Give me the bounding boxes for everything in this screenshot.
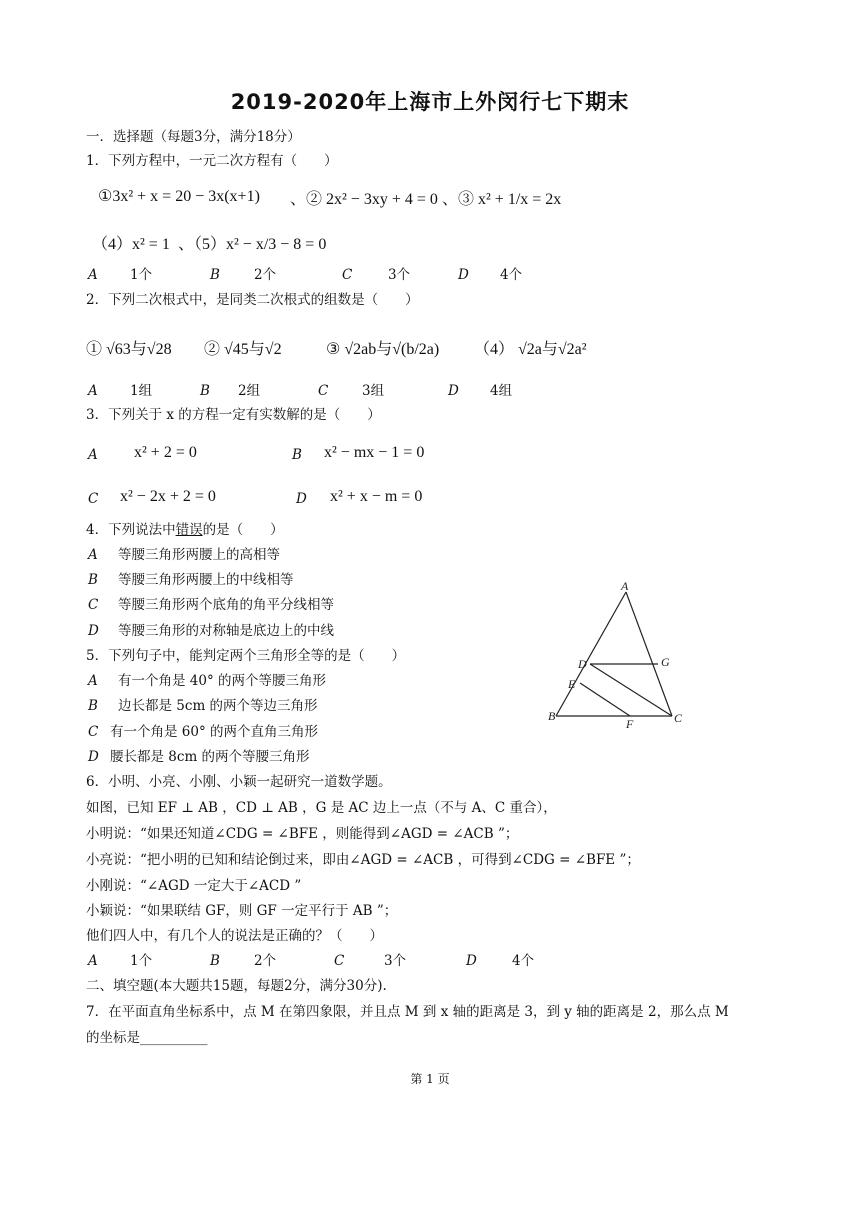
q2-option-b-letter: B [200, 383, 210, 399]
q1-option-b-letter: B [210, 267, 220, 283]
q2-pair-4: （4） √2a与√2a² [474, 341, 587, 358]
q4-option-a-text: 等腰三角形两腰上的高相等 [118, 547, 280, 563]
q1-option-c-text: 3个 [388, 267, 411, 283]
label-f: F [626, 717, 634, 728]
q2-option-c-text: 3组 [362, 383, 385, 399]
page-footer: 第 1 页 [410, 1072, 450, 1086]
q4-option-b-letter: B [88, 572, 98, 588]
q1-option-b-text: 2个 [254, 267, 277, 283]
q4-option-d-text: 等腰三角形的对称轴是底边上的中线 [118, 623, 334, 639]
q6-option-a-text: 1个 [130, 953, 153, 969]
q3-option-b-text: x² − mx − 1 = 0 [324, 444, 425, 461]
q1-equation-5: 、（5）x² − x/3 − 8 = 0 [178, 236, 327, 253]
q2-option-d-text: 4组 [490, 383, 513, 399]
q2-option-c-letter: C [318, 383, 329, 399]
question-6-line-6: 小颖说：“如果联结 GF，则 GF 一定平行于 AB ”； [86, 903, 398, 919]
q4-stem-pre: 4．下列说法中 [86, 522, 176, 538]
q3-option-d-letter: D [296, 491, 307, 507]
q3-option-c-text: x² − 2x + 2 = 0 [120, 488, 216, 505]
question-7-line-1: 7．在平面直角坐标系中，点 M 在第四象限，并且点 M 到 x 轴的距离是 3，到 y 轴的距离是 2，那么点 M [86, 1004, 729, 1020]
question-4-stem [86, 521, 284, 539]
q5-option-d-letter: D [88, 749, 99, 765]
section-heading-choice: 一．选择题（每题3分，满分18分） [86, 129, 301, 145]
q5-option-c-text: 有一个角是 60° 的两个直角三角形 [110, 724, 319, 740]
q1-option-a-text: 1个 [130, 267, 153, 283]
q6-option-c-text: 3个 [384, 953, 407, 969]
question-6-line-2: 如图，已知 EF ⊥ AB ，CD ⊥ AB ，G 是 AC 边上一点（不与 A、C 重合）， [86, 800, 557, 816]
q4-option-c-text: 等腰三角形两个底角的角平分线相等 [118, 597, 334, 613]
question-6-line-1: 6．小明、小亮、小刚、小颖一起研究一道数学题。 [86, 774, 392, 790]
q1-equation-3: 、③ x² + 1/x = 2x [442, 191, 562, 208]
q2-pair-1: ① √63与√28 [86, 341, 172, 358]
q3-option-c-letter: C [88, 491, 99, 507]
label-d: D [578, 657, 587, 671]
question-6-line-3: 小明说：“如果还知道∠CDG = ∠BFE ，则能得到∠AGD = ∠ACB ”； [86, 826, 519, 842]
q3-option-d-text: x² + x − m = 0 [330, 488, 423, 505]
label-a: A [621, 579, 629, 593]
label-b: B [548, 709, 556, 723]
q6-option-b-letter: B [210, 953, 220, 969]
segment-dc [590, 664, 672, 716]
q2-option-b-text: 2组 [238, 383, 261, 399]
q6-option-a-letter: A [88, 953, 98, 969]
q2-pair-2: ② √45与√2 [204, 341, 282, 358]
q5-option-b-text: 边长都是 5cm 的两个等边三角形 [118, 698, 318, 714]
question-6-line-7: 他们四人中，有几个人的说法是正确的？（ ） [86, 928, 383, 944]
q1-equation-1: ①3x² + x = 20 − 3x(x+1) [98, 188, 260, 205]
q1-option-c-letter: C [342, 267, 353, 283]
segment-ef [580, 683, 630, 716]
q4-option-b-text: 等腰三角形两腰上的中线相等 [118, 572, 294, 588]
section-heading-fill: 二、填空题(本大题共15题，每题2分，满分30分). [86, 978, 387, 994]
q5-option-a-letter: A [88, 673, 98, 689]
q1-option-a-letter: A [88, 267, 98, 283]
triangle-figure [548, 578, 698, 728]
q2-option-a-letter: A [88, 383, 98, 399]
question-6-line-4: 小亮说：“把小明的已知和结论倒过来，即由∠AGD = ∠ACB ，可得到∠CDG = ∠BFE ”； [86, 852, 640, 868]
q6-option-c-letter: C [334, 953, 345, 969]
page-title: 2019-2020年上海市上外闵行七下期末 [230, 90, 630, 114]
q6-option-b-text: 2个 [254, 953, 277, 969]
q3-option-a-text: x² + 2 = 0 [134, 444, 197, 461]
q3-option-a-letter: A [88, 447, 98, 463]
q4-stem-post: 的是（ ） [202, 522, 284, 538]
segment-ac [626, 592, 672, 716]
q2-option-a-text: 1组 [130, 383, 153, 399]
label-g: G [661, 655, 670, 669]
q2-pair-3: ③ √2ab与√(b/2a) [326, 341, 440, 358]
q1-option-d-text: 4个 [500, 267, 523, 283]
label-e: E [568, 677, 576, 691]
question-5-stem: 5．下列句子中，能判定两个三角形全等的是（ ） [86, 648, 406, 664]
q4-option-a-letter: A [88, 547, 98, 563]
q5-option-d-text: 腰长都是 8cm 的两个等腰三角形 [110, 749, 310, 765]
q5-option-c-letter: C [88, 724, 99, 740]
label-c: C [674, 711, 683, 725]
segment-ab [556, 592, 626, 716]
question-2-stem: 2．下列二次根式中，是同类二次根式的组数是（ ） [86, 292, 419, 308]
q5-option-b-letter: B [88, 698, 98, 714]
question-3-stem: 3．下列关于 x 的方程一定有实数解的是（ ） [86, 407, 381, 423]
q3-option-b-letter: B [292, 447, 302, 463]
q4-option-c-letter: C [88, 597, 99, 613]
q1-equation-2: 、② 2x² − 3xy + 4 = 0 [290, 191, 438, 208]
question-1-stem: 1．下列方程中，一元二次方程有（ ） [86, 153, 338, 169]
q6-option-d-text: 4个 [512, 953, 535, 969]
question-7-line-2: 的坐标是__________ [86, 1030, 208, 1046]
q1-option-d-letter: D [458, 267, 469, 283]
q5-option-a-text: 有一个角是 40° 的两个等腰三角形 [118, 673, 327, 689]
q6-option-d-letter: D [466, 953, 477, 969]
q4-option-d-letter: D [88, 623, 99, 639]
question-6-line-5: 小刚说：“∠AGD 一定大于∠ACD ” [86, 878, 302, 894]
q4-stem-underlined: 错误 [175, 522, 203, 538]
q2-option-d-letter: D [448, 383, 459, 399]
q1-equation-4: （4）x² = 1 [92, 236, 170, 253]
